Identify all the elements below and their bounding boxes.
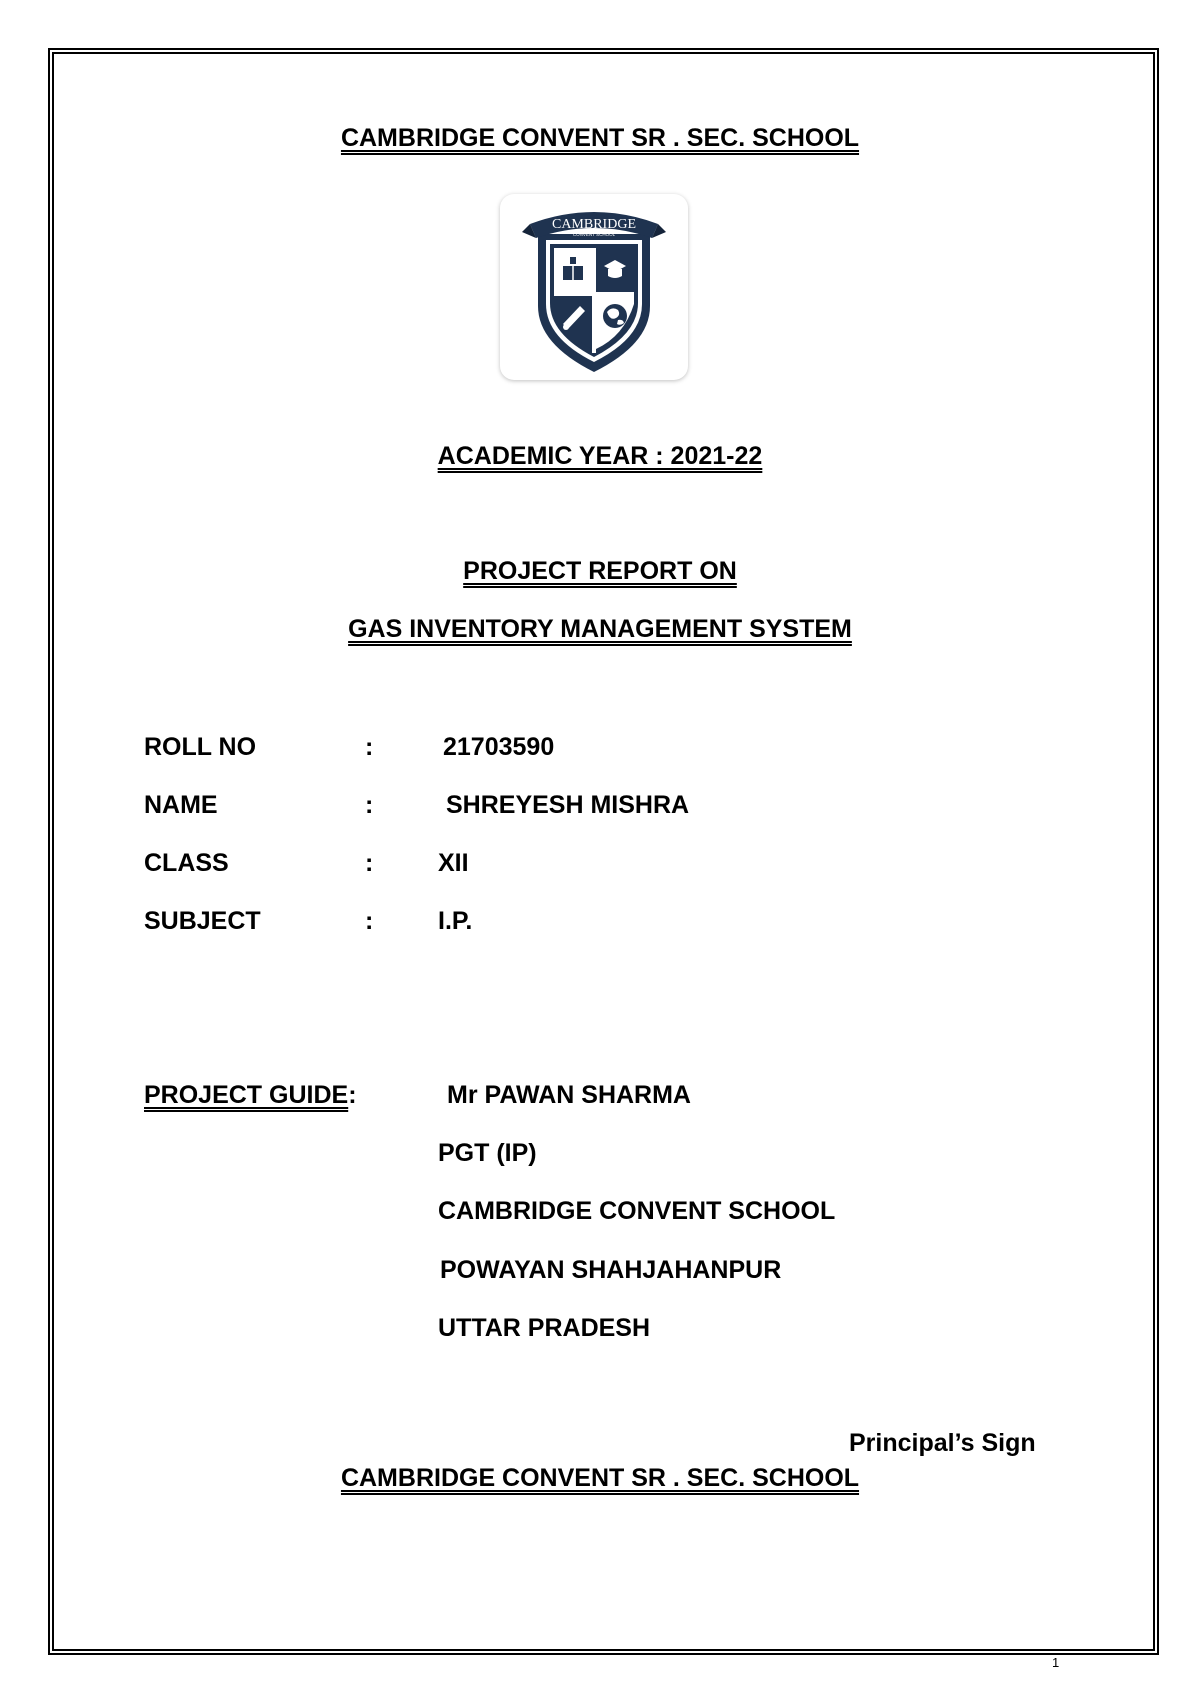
- class-separator: :: [365, 849, 374, 877]
- project-title: GAS INVENTORY MANAGEMENT SYSTEM: [348, 615, 852, 643]
- academic-year: ACADEMIC YEAR : 2021-22: [437, 442, 763, 470]
- project-guide-colon: :: [348, 1081, 357, 1109]
- guide-school: CAMBRIDGE CONVENT SCHOOL: [438, 1197, 836, 1225]
- guide-designation: PGT (IP): [438, 1139, 537, 1167]
- project-report-label: PROJECT REPORT ON: [463, 557, 737, 585]
- guide-city: POWAYAN SHAHJAHANPUR: [440, 1256, 782, 1284]
- project-guide-label: PROJECT GUIDE: [144, 1081, 349, 1109]
- guide-name: Mr PAWAN SHARMA: [447, 1081, 691, 1109]
- class-label: CLASS: [144, 849, 229, 877]
- project-guide-label-group: [144, 1083, 357, 1108]
- guide-state: UTTAR PRADESH: [438, 1314, 651, 1342]
- roll-no-value: 21703590: [443, 733, 555, 761]
- principal-sign-label: Principal’s Sign: [849, 1429, 1036, 1457]
- school-title-footer: CAMBRIDGE CONVENT SR . SEC. SCHOOL: [340, 1464, 860, 1492]
- subject-value: I.P.: [438, 907, 473, 935]
- subject-separator: :: [365, 907, 374, 935]
- page-number: 1: [1052, 1655, 1060, 1670]
- name-value: SHREYESH MISHRA: [446, 791, 690, 819]
- subject-label: SUBJECT: [144, 907, 261, 935]
- school-crest-icon: [500, 194, 688, 380]
- class-value: XII: [438, 849, 469, 877]
- name-separator: :: [365, 791, 374, 819]
- logo-sub-text: CONVENT SCHOOL: [572, 232, 616, 237]
- school-logo: [500, 194, 688, 380]
- school-title-heading: CAMBRIDGE CONVENT SR . SEC. SCHOOL: [340, 124, 860, 152]
- logo-banner-text: CAMBRIDGE: [551, 217, 637, 232]
- roll-no-separator: :: [365, 733, 374, 761]
- name-label: NAME: [144, 791, 218, 819]
- roll-no-label: ROLL NO: [144, 733, 257, 761]
